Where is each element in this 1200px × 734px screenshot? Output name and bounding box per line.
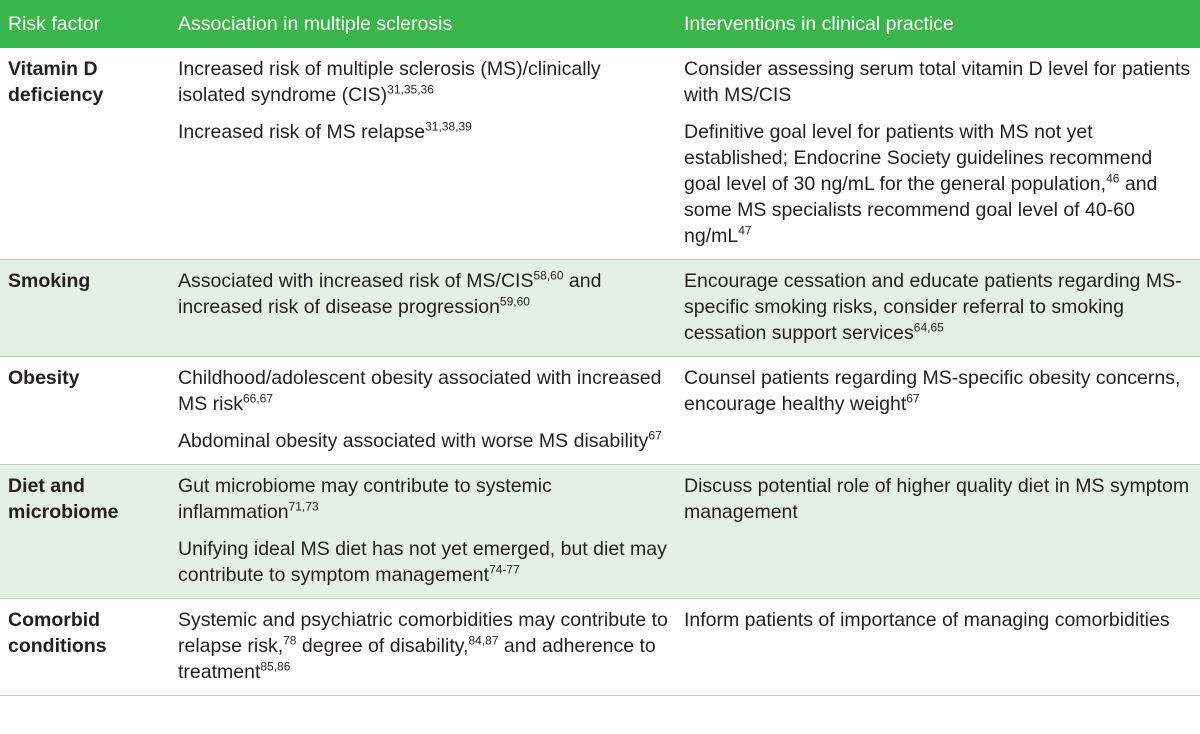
association-paragraph [178, 428, 668, 454]
risk-factor-cell [0, 599, 170, 696]
cell-text: Systemic and psychiatric comorbidities may contribute to relapse risk, [178, 609, 668, 657]
cell-text: and adherence to treatment [178, 635, 656, 683]
reference-superscript: 31,35,36 [387, 82, 434, 97]
table-row [0, 48, 1200, 260]
risk-factor-label: Vitamin D [8, 58, 98, 80]
header-risk-factor: Risk factor [0, 0, 170, 48]
association-paragraph [178, 56, 668, 108]
association-paragraph [178, 268, 668, 320]
reference-superscript: 84,87 [468, 633, 499, 648]
intervention-paragraph [684, 473, 1192, 525]
table-row [0, 599, 1200, 696]
reference-superscript: 74-77 [489, 562, 520, 577]
cell-text: Consider assessing serum total vitamin D level for patients with MS/CIS [684, 58, 1191, 106]
table-row [0, 357, 1200, 465]
cell-text: Definitive goal level for patients with MS not yet established; Endocrine Society guidelines recommend goal level of 30 ng/mL for the general population, [684, 121, 1153, 195]
reference-superscript: 67 [648, 428, 662, 443]
intervention-paragraph [684, 56, 1192, 108]
association-paragraph [178, 607, 668, 685]
association-cell [170, 48, 676, 260]
cell-text: and some MS specialists recommend goal level of 40-60 ng/mL [684, 173, 1158, 247]
cell-text: Discuss potential role of higher quality diet in MS symptom management [684, 475, 1190, 523]
header-row [0, 0, 1200, 48]
association-cell [170, 465, 676, 599]
intervention-paragraph [684, 268, 1192, 346]
intervention-paragraph [684, 119, 1192, 249]
risk-factor-label: conditions [8, 635, 107, 657]
cell-text: degree of disability, [296, 635, 469, 657]
table-row [0, 465, 1200, 599]
reference-superscript: 46 [1106, 171, 1120, 186]
risk-factor-label: deficiency [8, 84, 104, 106]
cell-text: Childhood/adolescent obesity associated with increased MS risk [178, 367, 662, 415]
risk-factor-cell [0, 48, 170, 260]
cell-text: Unifying ideal MS diet has not yet emerged, but diet may contribute to symptom management [178, 538, 667, 586]
risk-factor-cell [0, 260, 170, 357]
reference-superscript: 66,67 [243, 391, 274, 406]
risk-factor-label: microbiome [8, 501, 119, 523]
header-association: Association in multiple sclerosis [170, 0, 676, 48]
association-paragraph [178, 119, 668, 145]
intervention-paragraph [684, 607, 1192, 633]
risk-factor-label: Smoking [8, 270, 91, 292]
risk-factor-label: Diet and [8, 475, 85, 497]
reference-superscript: 78 [283, 633, 297, 648]
intervention-cell [676, 48, 1200, 260]
risk-factor-label: Comorbid [8, 609, 101, 631]
risk-factor-cell [0, 465, 170, 599]
reference-superscript: 64,65 [913, 320, 944, 335]
reference-superscript: 58,60 [533, 268, 564, 283]
cell-text: Inform patients of importance of managing comorbidities [684, 609, 1170, 631]
table-header [0, 0, 1200, 48]
association-paragraph [178, 536, 668, 588]
reference-superscript: 85,86 [260, 659, 291, 674]
association-cell [170, 357, 676, 465]
intervention-cell [676, 357, 1200, 465]
cell-text: Increased risk of multiple sclerosis (MS)/clinically isolated syndrome (CIS) [178, 58, 601, 106]
reference-superscript: 31,38,39 [425, 119, 472, 134]
association-cell [170, 260, 676, 357]
cell-text: Abdominal obesity associated with worse MS disability [178, 430, 649, 452]
cell-text: Associated with increased risk of MS/CIS [178, 270, 534, 292]
reference-superscript: 71,73 [288, 499, 319, 514]
cell-text: Counsel patients regarding MS-specific obesity concerns, encourage healthy weight [684, 367, 1181, 415]
association-paragraph [178, 473, 668, 525]
reference-superscript: 47 [738, 223, 752, 238]
association-cell [170, 599, 676, 696]
risk-factor-label: Obesity [8, 367, 80, 389]
reference-superscript: 67 [906, 391, 920, 406]
intervention-cell [676, 599, 1200, 696]
cell-text: and increased risk of disease progression [178, 270, 602, 318]
intervention-cell [676, 260, 1200, 357]
table-body [0, 48, 1200, 696]
cell-text: Gut microbiome may contribute to systemic inflammation [178, 475, 552, 523]
table-row [0, 260, 1200, 357]
association-paragraph [178, 365, 668, 417]
cell-text: Increased risk of MS relapse [178, 121, 426, 143]
cell-text: Encourage cessation and educate patients regarding MS-specific smoking risks, consider referral to smoking cessation support services [684, 270, 1182, 344]
reference-superscript: 59,60 [499, 294, 530, 309]
intervention-paragraph [684, 365, 1192, 417]
header-interventions: Interventions in clinical practice [676, 0, 1200, 48]
intervention-cell [676, 465, 1200, 599]
risk-factor-cell [0, 357, 170, 465]
